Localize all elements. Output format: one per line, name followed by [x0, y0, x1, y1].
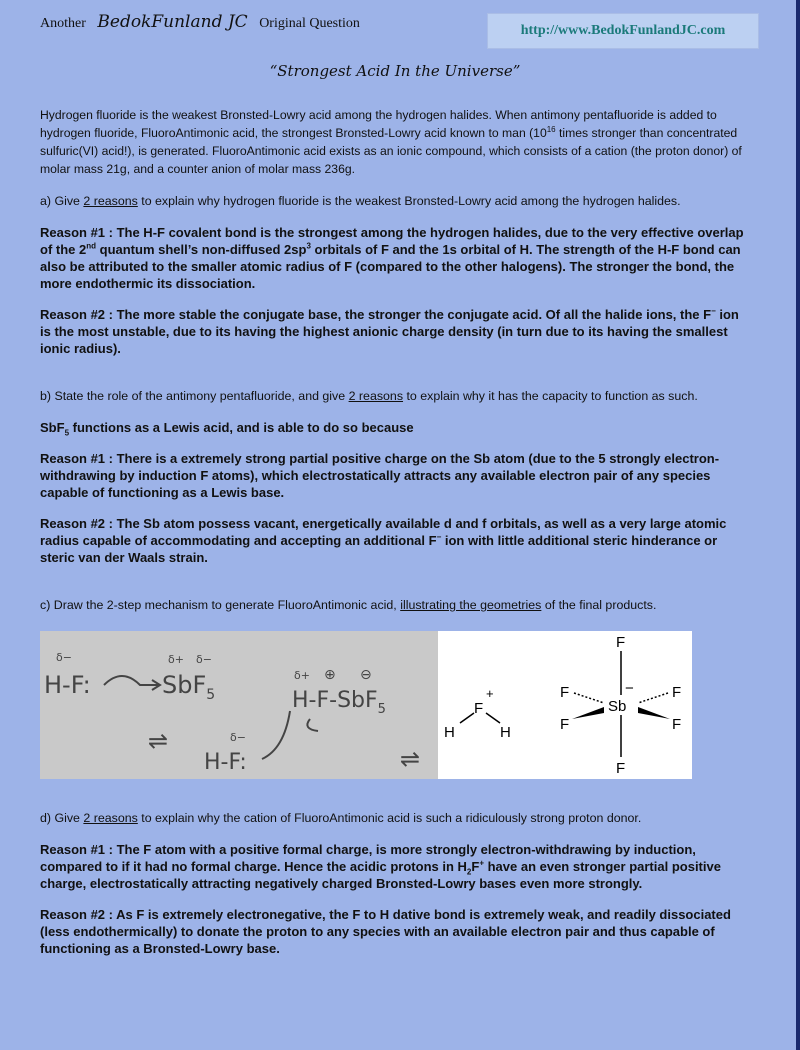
page-title: “Strongest Acid In the Universe” [269, 62, 521, 80]
equilibrium-arrow-2: ⇌ [400, 745, 421, 773]
answer-d-reason-1: Reason #1 : The F atom with a positive formal charge, is more strongly electron-withdrawing by induction, compared to if it had no formal charge. Hence the acidic protons in $H_2F^+$ have an even stronger partial positive charge, electrostatically attracting negatively charged Bronsted-Lowry bases even more strongly. [40, 842, 721, 891]
sbf5-label: SbF$_5$ [162, 671, 216, 703]
curly-arrow-2 [307, 719, 318, 731]
sbf6-anion-structure [560, 634, 681, 777]
handwritten-mechanism [40, 631, 438, 779]
curly-arrow-3 [262, 711, 290, 759]
answer-a-reason-1: Reason #1 : The H-F covalent bond is the strongest among the hydrogen halides, due to the very effective overlap of the 2nd quantum shell’s non-diffused $2sp^3$ orbitals of F and the 1s orbital of H. The strength of the H-F bond can also be attributed to the smaller atomic radius of F (compared to the other halogens). The stronger the bond, the more endothermic its dissociation. [40, 225, 744, 291]
anion-f-bottom: F [616, 760, 626, 777]
cation-charge-label: + [486, 686, 494, 701]
delta-minus-label: δ− [56, 651, 72, 664]
hf-reactant-label: H-F: [44, 671, 91, 699]
curly-arrow-1 [104, 676, 158, 685]
brand-suffix: Original Question [259, 16, 360, 31]
main-content [40, 106, 752, 957]
product-structures [438, 631, 692, 779]
mechanism-figure [40, 631, 692, 779]
h2f-cation-structure [444, 686, 511, 741]
answer-d-reason-2: Reason #2 : As F is extremely electronegative, the F to H dative bond is extremely weak, and readily dissociated (less endothermically) to donate the proton to any species with an available electron pair and thus capable of functioning as a Bronsted-Lowry base. [40, 907, 731, 956]
delta-plus-label: δ+ [168, 653, 184, 666]
answer-b-reason-1: Reason #1 : There is a extremely strong partial positive charge on the Sb atom (due to the 5 strongly electron-withdrawing by induction F atoms), which electrostatically attracts any available electron pair of any species capable of functioning as a Lewis base. [40, 451, 720, 500]
question-a: a) Give 2 reasons to explain why hydrogen fluoride is the weakest Bronsted-Lowry acid among the hydrogen halides. [40, 194, 681, 208]
question-b: b) State the role of the antimony pentafluoride, and give 2 reasons to explain why it has the capacity to function as such. [40, 389, 698, 403]
plus-charge-label: ⊕ [324, 667, 336, 683]
answer-b-role: SbF$_5$ functions as a Lewis acid, and is able to do so because [40, 420, 414, 438]
brand-prefix: Another [40, 16, 86, 31]
cation-center-label: F [474, 700, 484, 717]
minus-charge-label: ⊖ [360, 667, 372, 683]
adduct-label: H-F-SbF$_5$ [292, 688, 386, 717]
answer-b-reason-2: Reason #2 : The Sb atom possess vacant, energetically available d and f orbitals, as well as a very large atomic radius capable of accommodating and accepting an additional F− ion with little additional steric hinderance or steric van der Waals strain. [40, 516, 727, 565]
delta-minus-label-3: δ− [230, 731, 246, 744]
answer-a-reason-2: Reason #2 : The more stable the conjugate base, the stronger the conjugate acid. Of all the halide ions, the F− ion is the most unstable, due to its having the highest anionic charge density (in turn due to its having the smallest ionic radius). [40, 306, 739, 356]
cation-h-left: H [444, 724, 455, 741]
cation-h-right: H [500, 724, 511, 741]
intro-paragraph: Hydrogen fluoride is the weakest Bronsted-Lowry acid among the hydrogen halides. When antimony pentafluoride is added to hydrogen fluoride, FluoroAntimonic acid, the strongest Bronsted-Lowry acid known to man ($10^{16}$ times stronger than concentrated sulfuric(VI) acid!), is generated. FluoroAntimonic acid exists as an ionic compound, which consists of a cation (the proton donor) of molar mass 21g, and a counter anion of molar mass 236g. [40, 108, 742, 176]
site-url-link[interactable]: http://www.BedokFunlandJC.com [487, 13, 759, 49]
delta-plus-label-2: δ+ [294, 669, 310, 682]
anion-f-upper-left: F [560, 684, 570, 701]
brand-line [40, 12, 360, 32]
delta-minus-label-2: δ− [196, 653, 212, 666]
equilibrium-arrow-1: ⇌ [148, 727, 169, 755]
question-d: d) Give 2 reasons to explain why the cation of FluoroAntimonic acid is such a ridiculously strong proton donor. [40, 811, 642, 825]
anion-f-lower-left: F [560, 716, 570, 733]
anion-f-top: F [616, 634, 626, 651]
question-c: c) Draw the 2-step mechanism to generate FluoroAntimonic acid, illustrating the geometries of the final products. [40, 598, 657, 612]
anion-f-lower-right: F [672, 716, 682, 733]
anion-charge-label: − [625, 680, 634, 697]
brand-logo: BedokFunland JC [97, 12, 248, 32]
anion-center-label: Sb [608, 698, 627, 715]
header [40, 8, 760, 48]
anion-f-upper-right: F [672, 684, 682, 701]
window-edge [796, 0, 800, 1050]
hf-second-label: H-F: [204, 750, 247, 775]
